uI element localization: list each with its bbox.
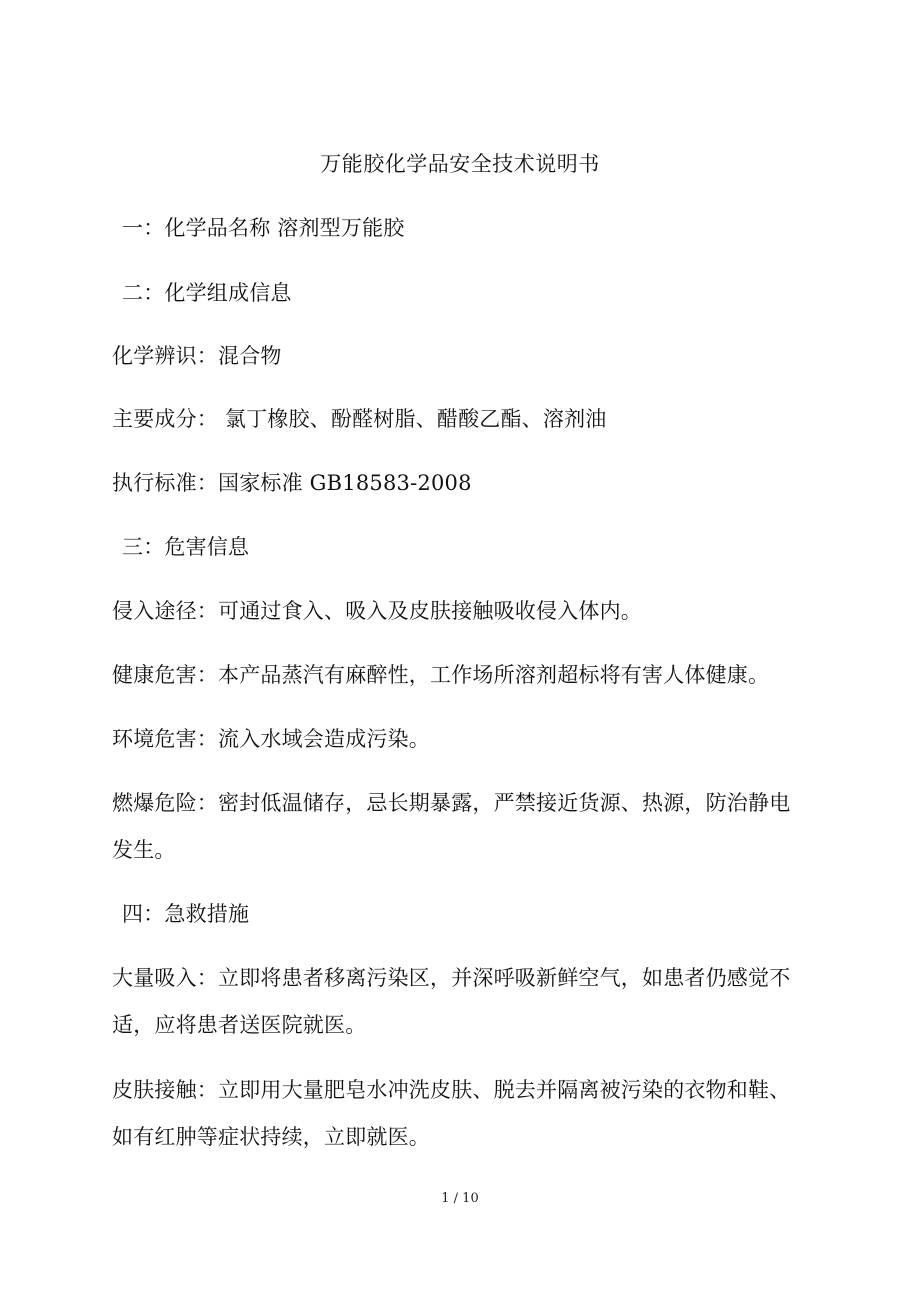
paragraph-entry-route: 侵入途径：可通过食入、吸入及皮肤接触吸收侵入体内。	[112, 599, 642, 623]
paragraph-skin-contact: 皮肤接触：立即用大量肥皂水冲洗皮肤、脱去并隔离被污染的衣物和鞋、	[112, 1078, 791, 1102]
paragraph-main-components: 主要成分： 氯丁橡胶、酚醛树脂、醋酸乙酯、溶剂油	[112, 407, 607, 431]
section-heading-4: 四：急救措施	[122, 902, 250, 926]
paragraph-fire-hazard-cont: 发生。	[112, 838, 176, 862]
paragraph-skin-contact-cont: 如有红肿等症状持续，立即就医。	[112, 1125, 430, 1149]
paragraph-inhalation-cont: 适，应将患者送医院就医。	[112, 1013, 367, 1037]
paragraph-environment-hazard: 环境危害：流入水域会造成污染。	[112, 727, 430, 751]
page-number: 1 / 10	[441, 1191, 479, 1206]
document-title: 万能胶化学品安全技术说明书	[320, 152, 600, 176]
paragraph-health-hazard: 健康危害：本产品蒸汽有麻醉性，工作场所溶剂超标将有害人体健康。	[112, 663, 770, 687]
section-heading-1: 一：化学品名称 溶剂型万能胶	[122, 216, 405, 240]
section-heading-2: 二：化学组成信息	[122, 281, 292, 305]
paragraph-chemical-identification: 化学辨识：混合物	[112, 344, 282, 368]
section-heading-3: 三：危害信息	[122, 535, 250, 559]
paragraph-standard: 执行标准：国家标准 GB18583-2008	[112, 471, 472, 495]
paragraph-inhalation: 大量吸入：立即将患者移离污染区，并深呼吸新鲜空气，如患者仍感觉不	[112, 966, 791, 990]
paragraph-fire-hazard: 燃爆危险：密封低温储存，忌长期暴露，严禁接近货源、热源，防治静电	[112, 791, 791, 815]
